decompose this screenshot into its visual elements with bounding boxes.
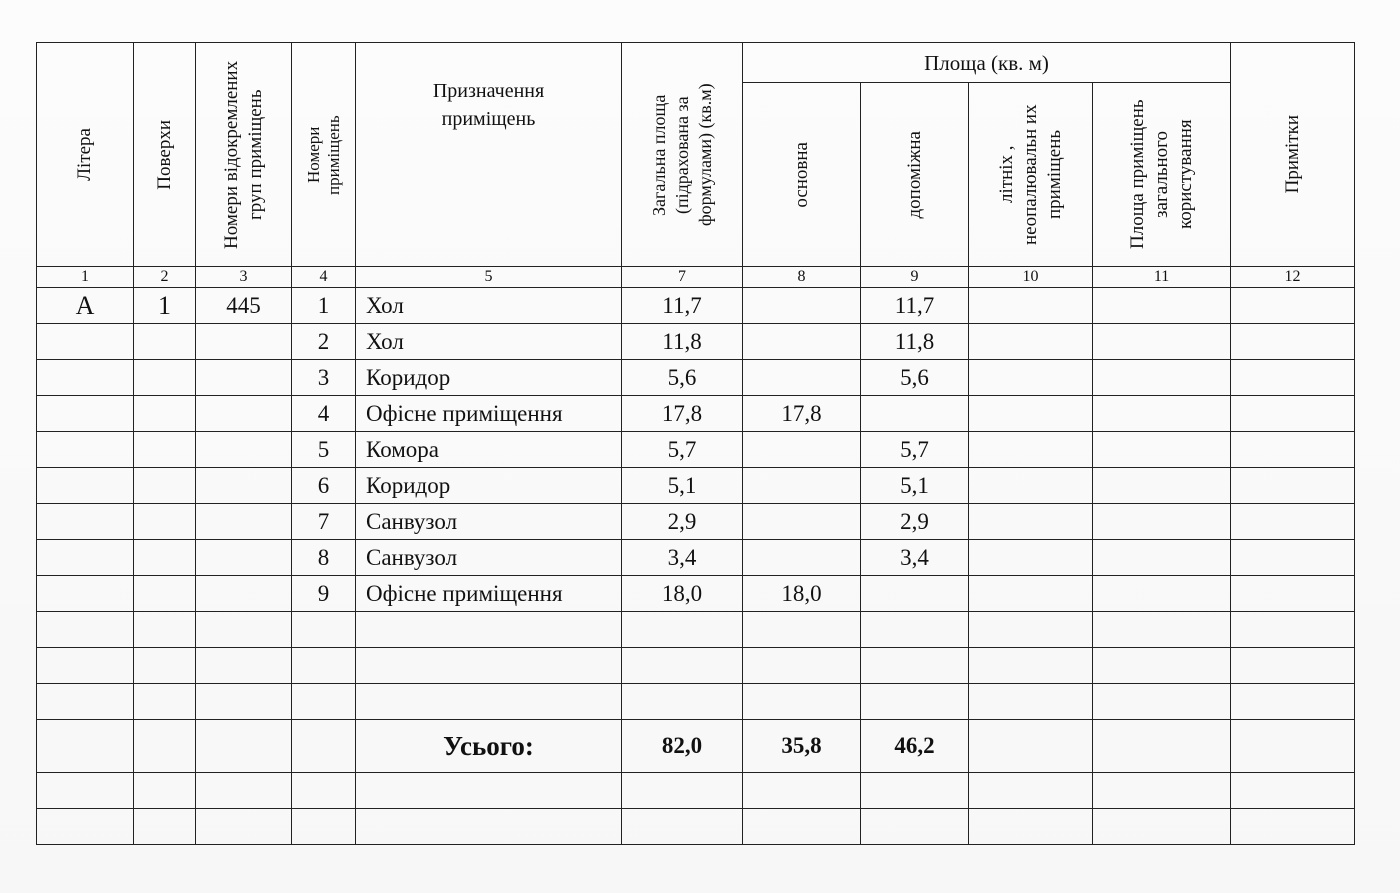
purpose-cell: Санвузол xyxy=(356,540,622,576)
room-inventory-table xyxy=(36,42,1355,845)
table-row xyxy=(37,468,1355,504)
litera-cell: А xyxy=(37,288,134,324)
total-area-cell: 17,8 xyxy=(622,396,743,432)
header-summer-area: літніх , неопалювальн их приміщень xyxy=(969,83,1093,267)
empty-cell xyxy=(1093,324,1231,360)
empty-cell xyxy=(292,773,356,809)
empty-cell xyxy=(969,684,1093,720)
blank-row xyxy=(37,684,1355,720)
empty-cell xyxy=(196,773,292,809)
totals-aux-area: 46,2 xyxy=(861,720,969,773)
group-cell: 445 xyxy=(196,288,292,324)
aux-area-cell xyxy=(861,396,969,432)
room-number-cell: 5 xyxy=(292,432,356,468)
empty-cell xyxy=(1093,576,1231,612)
empty-cell xyxy=(1093,468,1231,504)
purpose-cell: Офісне приміщення xyxy=(356,396,622,432)
main-area-cell xyxy=(743,504,861,540)
empty-cell xyxy=(743,648,861,684)
table-row xyxy=(37,504,1355,540)
empty-cell xyxy=(861,648,969,684)
group-cell xyxy=(196,396,292,432)
empty-cell xyxy=(1093,504,1231,540)
header-aux-area: допоміжна xyxy=(861,83,969,267)
purpose-cell: Офісне приміщення xyxy=(356,576,622,612)
totals-total-area: 82,0 xyxy=(622,720,743,773)
empty-cell xyxy=(1231,468,1355,504)
empty-cell xyxy=(1231,396,1355,432)
purpose-cell: Коридор xyxy=(356,360,622,396)
column-number: 9 xyxy=(861,267,969,288)
empty-cell xyxy=(1093,684,1231,720)
aux-area-cell xyxy=(861,576,969,612)
column-number: 11 xyxy=(1093,267,1231,288)
table-row xyxy=(37,540,1355,576)
empty-cell xyxy=(969,324,1093,360)
column-number: 12 xyxy=(1231,267,1355,288)
empty-cell xyxy=(1093,720,1231,773)
room-number-cell: 1 xyxy=(292,288,356,324)
table-row xyxy=(37,288,1355,324)
blank-row xyxy=(37,773,1355,809)
empty-cell xyxy=(861,773,969,809)
main-area-cell xyxy=(743,360,861,396)
main-area-cell xyxy=(743,468,861,504)
empty-cell xyxy=(196,612,292,648)
header-row-top xyxy=(37,43,1355,83)
aux-area-cell: 5,1 xyxy=(861,468,969,504)
empty-cell xyxy=(292,809,356,845)
purpose-cell: Комора xyxy=(356,432,622,468)
litera-cell xyxy=(37,324,134,360)
empty-cell xyxy=(1231,504,1355,540)
empty-cell xyxy=(622,809,743,845)
empty-cell xyxy=(1093,612,1231,648)
empty-cell xyxy=(622,684,743,720)
blank-row xyxy=(37,648,1355,684)
room-number-cell: 2 xyxy=(292,324,356,360)
empty-cell xyxy=(1231,324,1355,360)
empty-cell xyxy=(134,612,196,648)
empty-cell xyxy=(356,612,622,648)
empty-cell xyxy=(1231,288,1355,324)
empty-cell xyxy=(969,576,1093,612)
purpose-cell: Санвузол xyxy=(356,504,622,540)
main-area-cell xyxy=(743,324,861,360)
header-common-area: Площа приміщень загального користування xyxy=(1093,83,1231,267)
floor-cell xyxy=(134,540,196,576)
empty-cell xyxy=(1093,396,1231,432)
empty-cell xyxy=(1093,773,1231,809)
litera-cell xyxy=(37,396,134,432)
empty-cell xyxy=(861,612,969,648)
table-row xyxy=(37,576,1355,612)
aux-area-cell: 2,9 xyxy=(861,504,969,540)
room-number-cell: 4 xyxy=(292,396,356,432)
empty-cell xyxy=(196,809,292,845)
group-cell xyxy=(196,432,292,468)
total-area-cell: 2,9 xyxy=(622,504,743,540)
total-area-cell: 5,1 xyxy=(622,468,743,504)
room-number-cell: 9 xyxy=(292,576,356,612)
aux-area-cell: 11,8 xyxy=(861,324,969,360)
room-number-cell: 8 xyxy=(292,540,356,576)
table-row xyxy=(37,360,1355,396)
empty-cell xyxy=(1231,720,1355,773)
empty-cell xyxy=(861,684,969,720)
total-area-cell: 3,4 xyxy=(622,540,743,576)
litera-cell xyxy=(37,360,134,396)
floor-cell xyxy=(134,576,196,612)
total-area-cell: 11,8 xyxy=(622,324,743,360)
empty-cell xyxy=(356,773,622,809)
floor-cell xyxy=(134,432,196,468)
empty-cell xyxy=(37,809,134,845)
litera-cell xyxy=(37,576,134,612)
empty-cell xyxy=(37,648,134,684)
empty-cell xyxy=(1231,773,1355,809)
empty-cell xyxy=(196,684,292,720)
total-area-cell: 5,7 xyxy=(622,432,743,468)
empty-cell xyxy=(134,720,196,773)
header-litera: Літера xyxy=(37,43,134,267)
purpose-cell: Коридор xyxy=(356,468,622,504)
empty-cell xyxy=(969,288,1093,324)
room-number-cell: 3 xyxy=(292,360,356,396)
floor-cell xyxy=(134,468,196,504)
blank-row xyxy=(37,612,1355,648)
empty-cell xyxy=(969,720,1093,773)
empty-cell xyxy=(1231,612,1355,648)
column-number-row xyxy=(37,267,1355,288)
empty-cell xyxy=(134,684,196,720)
empty-cell xyxy=(292,720,356,773)
empty-cell xyxy=(1231,360,1355,396)
total-area-cell: 11,7 xyxy=(622,288,743,324)
empty-cell xyxy=(969,648,1093,684)
group-cell xyxy=(196,468,292,504)
header-group-numbers: Номери відокремлених груп приміщень xyxy=(196,43,292,267)
header-notes: Примітки xyxy=(1231,43,1355,267)
empty-cell xyxy=(1093,540,1231,576)
empty-cell xyxy=(969,809,1093,845)
empty-cell xyxy=(969,360,1093,396)
empty-cell xyxy=(622,612,743,648)
column-number: 3 xyxy=(196,267,292,288)
empty-cell xyxy=(37,720,134,773)
empty-cell xyxy=(37,612,134,648)
empty-cell xyxy=(134,773,196,809)
group-cell xyxy=(196,576,292,612)
main-area-cell xyxy=(743,540,861,576)
empty-cell xyxy=(622,773,743,809)
totals-row xyxy=(37,720,1355,773)
empty-cell xyxy=(356,684,622,720)
header-area-group: Площа (кв. м) xyxy=(743,43,1231,83)
header-total-area: Загальна площа (підрахована за формулами) (кв.м) xyxy=(622,43,743,267)
empty-cell xyxy=(969,612,1093,648)
table-row xyxy=(37,432,1355,468)
empty-cell xyxy=(196,648,292,684)
empty-cell xyxy=(1093,360,1231,396)
column-number: 2 xyxy=(134,267,196,288)
empty-cell xyxy=(1231,576,1355,612)
header-main-area: основна xyxy=(743,83,861,267)
empty-cell xyxy=(1231,540,1355,576)
empty-cell xyxy=(1093,432,1231,468)
total-area-cell: 5,6 xyxy=(622,360,743,396)
empty-cell xyxy=(1231,809,1355,845)
empty-cell xyxy=(292,648,356,684)
empty-cell xyxy=(743,612,861,648)
empty-cell xyxy=(292,612,356,648)
empty-cell xyxy=(356,648,622,684)
floor-cell: 1 xyxy=(134,288,196,324)
floor-cell xyxy=(134,324,196,360)
aux-area-cell: 5,6 xyxy=(861,360,969,396)
totals-main-area: 35,8 xyxy=(743,720,861,773)
main-area-cell: 17,8 xyxy=(743,396,861,432)
aux-area-cell: 5,7 xyxy=(861,432,969,468)
main-area-cell xyxy=(743,288,861,324)
empty-cell xyxy=(743,773,861,809)
column-number: 7 xyxy=(622,267,743,288)
litera-cell xyxy=(37,504,134,540)
empty-cell xyxy=(1093,288,1231,324)
empty-cell xyxy=(743,809,861,845)
empty-cell xyxy=(37,773,134,809)
empty-cell xyxy=(134,648,196,684)
table-row xyxy=(37,396,1355,432)
empty-cell xyxy=(969,468,1093,504)
empty-cell xyxy=(292,684,356,720)
room-number-cell: 7 xyxy=(292,504,356,540)
purpose-cell: Хол xyxy=(356,324,622,360)
main-area-cell xyxy=(743,432,861,468)
header-purpose: Призначення приміщень xyxy=(356,43,622,267)
floor-cell xyxy=(134,396,196,432)
empty-cell xyxy=(356,809,622,845)
empty-cell xyxy=(969,773,1093,809)
empty-cell xyxy=(196,720,292,773)
totals-label: Усього: xyxy=(356,720,622,773)
empty-cell xyxy=(622,648,743,684)
empty-cell xyxy=(1231,684,1355,720)
empty-cell xyxy=(969,504,1093,540)
column-number: 1 xyxy=(37,267,134,288)
table-row xyxy=(37,324,1355,360)
column-number: 4 xyxy=(292,267,356,288)
floor-cell xyxy=(134,360,196,396)
empty-cell xyxy=(969,396,1093,432)
floor-cell xyxy=(134,504,196,540)
column-number: 10 xyxy=(969,267,1093,288)
empty-cell xyxy=(1231,432,1355,468)
empty-cell xyxy=(1093,809,1231,845)
column-number: 5 xyxy=(356,267,622,288)
group-cell xyxy=(196,360,292,396)
total-area-cell: 18,0 xyxy=(622,576,743,612)
group-cell xyxy=(196,540,292,576)
blank-row xyxy=(37,809,1355,845)
main-area-cell: 18,0 xyxy=(743,576,861,612)
empty-cell xyxy=(1231,648,1355,684)
empty-cell xyxy=(37,684,134,720)
purpose-cell: Хол xyxy=(356,288,622,324)
empty-cell xyxy=(969,540,1093,576)
aux-area-cell: 11,7 xyxy=(861,288,969,324)
group-cell xyxy=(196,324,292,360)
empty-cell xyxy=(969,432,1093,468)
header-room-numbers: Номери приміщень xyxy=(292,43,356,267)
empty-cell xyxy=(1093,648,1231,684)
empty-cell xyxy=(134,809,196,845)
litera-cell xyxy=(37,540,134,576)
empty-cell xyxy=(743,684,861,720)
room-number-cell: 6 xyxy=(292,468,356,504)
aux-area-cell: 3,4 xyxy=(861,540,969,576)
empty-cell xyxy=(861,809,969,845)
litera-cell xyxy=(37,468,134,504)
litera-cell xyxy=(37,432,134,468)
column-number: 8 xyxy=(743,267,861,288)
group-cell xyxy=(196,504,292,540)
header-floors: Поверхи xyxy=(134,43,196,267)
